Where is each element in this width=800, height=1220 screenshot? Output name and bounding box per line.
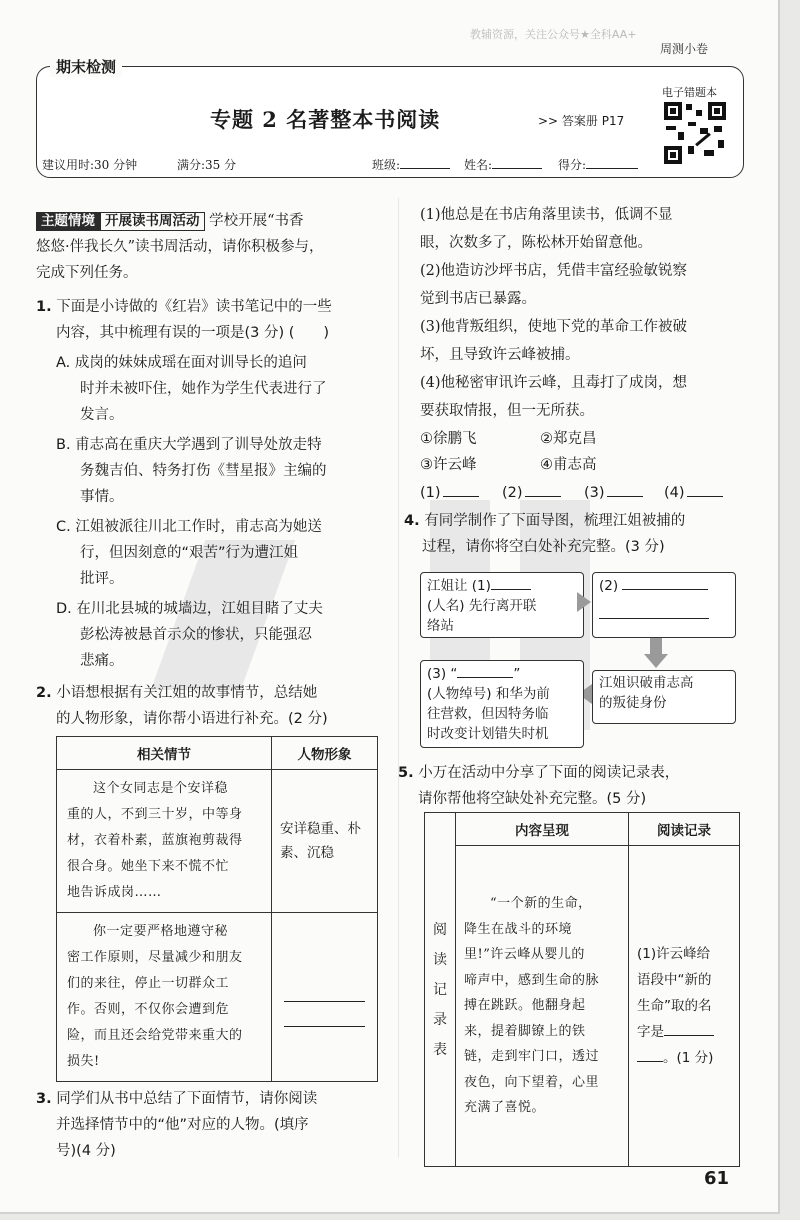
q3-item-2-cont: 觉到书店已暴露。 [420,291,536,307]
answer-label: (1) [420,485,441,501]
q3-choice-2: ②郑克昌 [540,431,597,447]
side-char: 阅 [433,921,447,938]
full-score: 满分:35 分 [177,158,237,172]
side-char: 记 [433,981,447,998]
flow-text: 络站 [427,618,454,634]
q2-row1-trait [272,770,378,913]
option-text: 悲痛。 [80,653,124,669]
option-text: 行，但因刻意的“艰苦”行为遭江姐 [80,545,299,561]
option-letter: B. [56,437,71,453]
q3-number: 3. [36,1091,52,1107]
side-char: 录 [433,1011,447,1028]
q4-stem: 有同学制作了下面导图，梳理江姐被捕的 [424,513,686,529]
option-text: 时并未被吓住，她作为学生代表进行了 [80,381,327,397]
option-text: 发言。 [80,407,124,423]
q1-line-1 [36,294,332,320]
q3-choice-1: ①徐鹏飞 [420,431,477,447]
q2-row1-plot [57,770,272,913]
q1-option-a[interactable] [56,350,307,376]
plot-line: 你一定要严格地遵守秘 [93,924,229,939]
q3-item-3-cont: 坏，且导致许云峰被捕。 [420,347,580,363]
record-line: 语段中“新的 [637,972,712,988]
q2-stem: 小语想根据有关江姐的故事情节，总结她 [56,685,318,701]
answer-reference: >> 答案册 P17 [538,114,625,128]
q4-line-2: 过程，请你将空白处补充完整。(3 分) [422,539,665,555]
option-letter: A. [56,355,71,371]
q3-item-3: (3)他背叛组织，使地下党的革命工作被破 [420,319,688,335]
plot-line: 险，而且还会给党带来重大的 [67,1028,243,1043]
plot-line: 材，衣着朴素，蓝旗袍剪裁得 [67,833,243,848]
quote-line: 链，走到牢门口，透过 [464,1049,600,1065]
option-letter: C. [56,519,71,535]
q3-item-4-cont: 要获取情报，但一无所获。 [420,403,594,419]
plot-line: 损失! [67,1054,100,1069]
q3-item-4: (4)他秘密审讯许云峰，且毒打了成岗，想 [420,375,688,391]
page-title: 专题 2 名著整本书阅读 [210,107,441,132]
score-field[interactable] [558,156,586,173]
quote-line: 搏在跳跃。他翻身起 [464,998,586,1014]
quote-line: 降生在战斗的环境 [464,921,573,937]
record-line: 字是 [637,1024,664,1040]
score-label: 得分: [558,158,587,172]
flow-text: (3) “ [427,666,458,682]
running-header: 周测小卷 [660,42,709,56]
q3-line-3: 号)(4 分) [56,1143,116,1159]
flow-text: 江姐识破甫志高 [599,675,694,691]
intro-text: 学校开展“书香 [209,213,304,229]
q4-number: 4. [404,513,420,529]
flow-text: 的叛徒身份 [599,695,667,711]
flow-text: (2) [599,578,619,594]
plot-line: 作。否则，不仅你会遭到危 [67,1002,230,1017]
plot-line: 们的来往，停止一切群众工 [67,976,230,991]
intro-line-2: 悠悠·伴我长久”读书周活动，请你积极参与， [36,239,324,255]
flow-arrow-down-icon [644,654,668,668]
q5-quote [456,846,629,1167]
answer-label: (2) [502,485,523,501]
record-line: 。(1 分) [663,1050,714,1066]
flow-step-1-line [427,575,577,596]
q2-row2-plot [57,913,272,1082]
intro-line-1 [36,208,304,234]
q3-choice-3: ③许云峰 [420,457,477,473]
record-line-blank [637,1045,731,1071]
q2-number: 2. [36,685,52,701]
quote-line: 里!”许云峰从婴儿的 [464,947,585,963]
q1-option-d[interactable] [56,596,323,622]
q3-stem: 同学们从书中总结了下面情节，请你阅读 [56,1091,318,1107]
q5-record[interactable] [629,846,740,1167]
option-text: 江姐被派往川北工作时，甫志高为她送 [75,519,322,535]
option-text: 成岗的妹妹成瑶在面对训导长的追问 [74,355,307,371]
q3-choice-4: ④甫志高 [540,457,597,473]
section-label: 期末检测 [50,56,122,77]
record-line: (1)许云峰给 [637,946,711,962]
q4-line-1 [404,508,685,534]
option-letter: D. [56,601,72,617]
option-text: 事情。 [80,489,124,505]
plot-line: 很合身。她坐下来不慌不忙 [67,859,230,874]
flow-step-2[interactable] [592,572,736,638]
side-char: 读 [433,951,447,968]
q2-table [56,736,378,1082]
q3-line-1 [36,1086,317,1112]
q1-option-c[interactable] [56,514,322,540]
q1-option-b[interactable] [56,432,322,458]
plot-line: 重的人，不到三十岁，中等身 [67,807,243,822]
q3-answer-2[interactable] [502,480,561,506]
q3-line-2: 并选择情节中的“他”对应的人物。(填序 [56,1117,309,1133]
q3-item-2: (2)他造访沙坪书店，凭借丰富经验敏锐察 [420,263,688,279]
option-text: 彭松涛被悬首示众的惨状，只能强忍 [80,627,312,643]
record-line-blank [637,1019,731,1045]
flow-text: 时改变计划错失时机 [427,726,549,742]
option-text: 务魏吉伯、特务打伤《彗星报》主编的 [80,463,327,479]
flow-step-3[interactable] [420,660,584,748]
flow-text: (人物绰号) 和华为前 [427,686,550,702]
q5-side-label [425,813,456,1167]
q2-row2-answer[interactable] [272,913,378,1082]
flow-step-4 [592,670,736,724]
flow-step-3-line [427,663,577,684]
qr-code-icon[interactable] [664,102,726,164]
qr-label: 电子错题本 [662,86,717,99]
q3-item-1: (1)他总是在书店角落里读书，低调不显 [420,207,673,223]
quote-line: 来，提着脚镣上的铁 [464,1023,586,1039]
q5-col-content: 内容呈现 [456,813,629,846]
q1-number: 1. [36,299,52,315]
quote-line: 夜色，向下望着，心里 [464,1074,600,1090]
q5-line-1 [398,760,679,786]
answer-label: (3) [584,485,605,501]
option-text: 在川北县城的城墙边，江姐目睹了丈夫 [76,601,323,617]
q1-line-2: 内容，其中梳理有误的一项是(3 分) ( ) [56,325,330,341]
q5-number: 5. [398,765,414,781]
suggested-time: 建议用时:30 分钟 [42,158,138,172]
q3-answer-3[interactable] [584,480,643,506]
class-label: 班级: [372,158,401,172]
flow-step-1 [420,572,584,638]
flow-blank [599,604,729,625]
answer-label: (4) [664,485,685,501]
flow-text: (人名) 先行离开联 [427,598,537,614]
q5-line-2: 请你帮他将空缺处补充完整。(5 分) [418,791,647,807]
q2-line-1 [36,680,317,706]
option-text: 甫志高在重庆大学遇到了训导处放走特 [75,437,322,453]
q5-table [424,812,740,1167]
q1-stem: 下面是小诗做的《红岩》读书笔记中的一些 [56,299,332,315]
page-number: 61 [704,1168,730,1189]
watermark-text: 教辅资源，关注公众号★全科AA+ [470,28,637,41]
name-field[interactable] [464,156,492,173]
q3-answer-1[interactable] [420,480,479,506]
q2-line-2: 的人物形象，请你帮小语进行补充。(2 分) [56,711,328,727]
flow-text: 往营救，但因特务临 [427,706,549,722]
intro-line-3: 完成下列任务。 [36,265,138,281]
flow-step-2-line [599,575,729,596]
q5-stem: 小万在活动中分享了下面的阅读记录表， [418,765,680,781]
quote-line: 啼声中，感到生命的脉 [464,972,600,988]
plot-line: 地告诉成岗…… [67,885,162,900]
record-line: 生命”取的名 [637,998,712,1014]
flow-arrow-down-stem [650,638,662,654]
q3-item-1-cont: 眼，次数多了，陈松林开始留意他。 [420,235,652,251]
trait-line: 素、沉稳 [280,845,334,861]
flow-text: 江姐让 (1) [427,578,491,594]
quote-line: “一个新的生命， [490,896,592,912]
q5-col-record: 阅读记录 [629,813,740,846]
q2-col-trait: 人物形象 [272,737,378,770]
trait-line: 安详稳重、朴 [280,821,361,837]
class-field[interactable] [372,156,400,173]
option-text: 批评。 [80,571,124,587]
side-char: 表 [433,1041,447,1058]
scenario-tag: 主题情境 [36,212,100,231]
quote-line: 充满了喜悦。 [464,1100,546,1116]
flow-text: ” [513,666,521,682]
column-divider [398,198,399,1158]
q2-col-plot: 相关情节 [57,737,272,770]
plot-line: 这个女同志是个安详稳 [93,781,229,796]
plot-line: 密工作原则，尽量减少和朋友 [67,950,243,965]
flow-arrow-right-icon [577,592,591,612]
q3-answer-4[interactable] [664,480,723,506]
name-label: 姓名: [464,158,493,172]
activity-tag: 开展读书周活动 [100,212,205,231]
